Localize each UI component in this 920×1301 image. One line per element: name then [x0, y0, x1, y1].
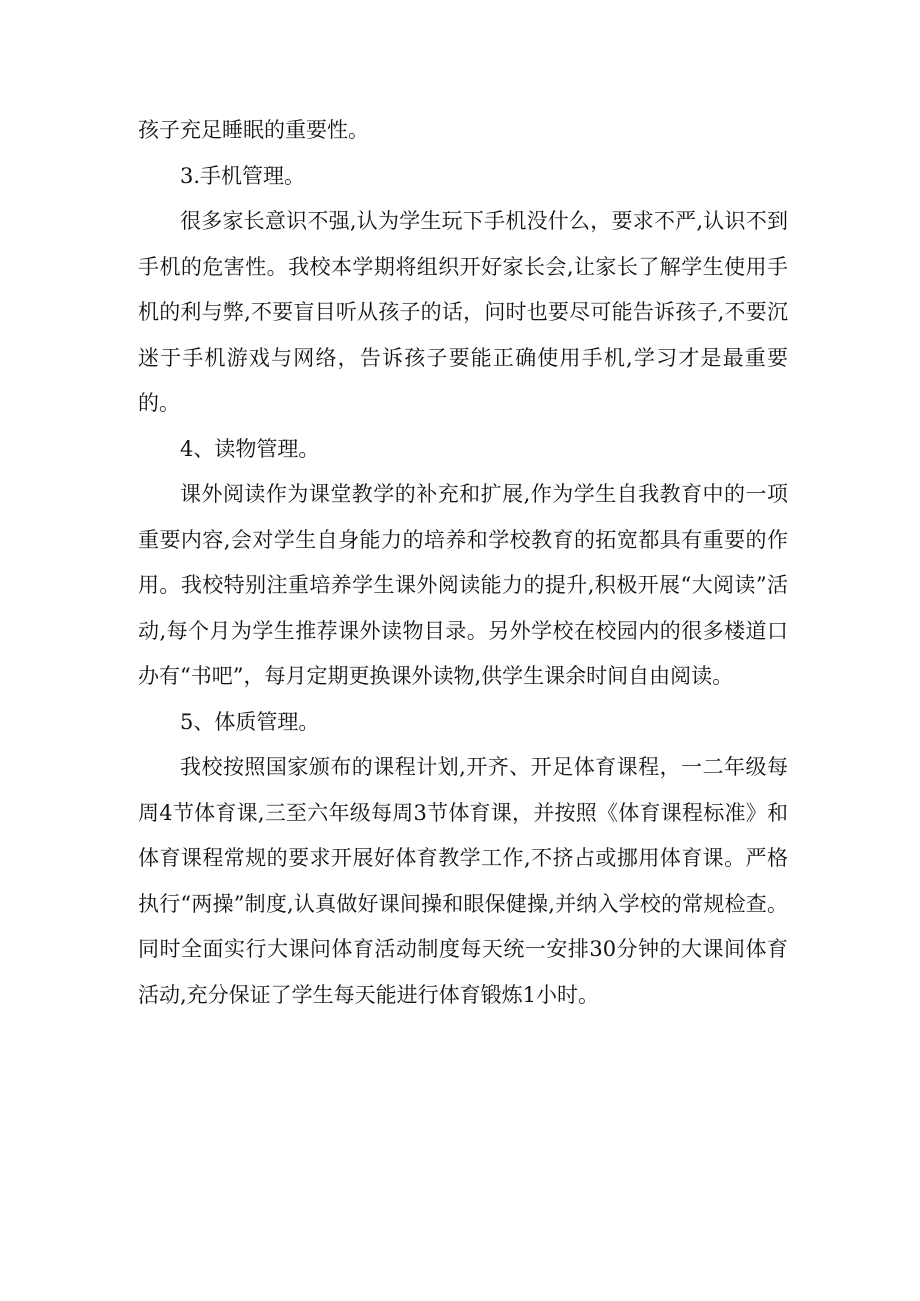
section-heading-physical: 5、体质管理。: [180, 709, 320, 734]
continued-paragraph: 孩子充足睡眠的重要性。: [138, 118, 369, 142]
section-body-physical: 我校按照国家颁布的课程计划,开齐、开足体育课程，一二年级每周4节体育课,三至六年级每周3节体育课，并按照《体育课程标准》和体育课程常规的要求开展好体育教学工作,不挤占或挪用体育课。严格执行“两操”制度,认真做好课间操和眼保健操,并纳入学校的常规检查。同时全面实行大课问体育活动制度每天统一安排30分钟的大课间体育活动,充分保证了学生每天能进行体育锻炼1小时。: [138, 755, 788, 1007]
document-body: [138, 108, 788, 1018]
section-body-reading: 课外阅读作为课堂教学的补充和扩展,作为学生自我教育中的一项重要内容,会对学生自身能力的培养和学校教育的拓宽都具有重要的作用。我校特别注重培养学生课外阅读能力的提升,积极开展“大阅读”活动,每个月为学生推荐课外读物目录。另外学校在校园内的很多楼道口办有“书吧”，每月定期更换课外读物,供学生课余时间自由阅读。: [138, 482, 788, 688]
section-heading-reading: 4、读物管理。: [180, 436, 320, 461]
section-heading-phone: 3.手机管理。: [180, 163, 306, 188]
section-body-phone: 很多家长意识不强,认为学生玩下手机没什么，要求不严,认识不到手机的危害性。我校本学期将组织开好家长会,让家长了解学生使用手机的利与弊,不要盲目听从孩子的话，问时也要尽可能告诉孩子,不要沉迷于手机游戏与网络，告诉孩子要能正确使用手机,学习才是最重要的。: [138, 209, 788, 415]
